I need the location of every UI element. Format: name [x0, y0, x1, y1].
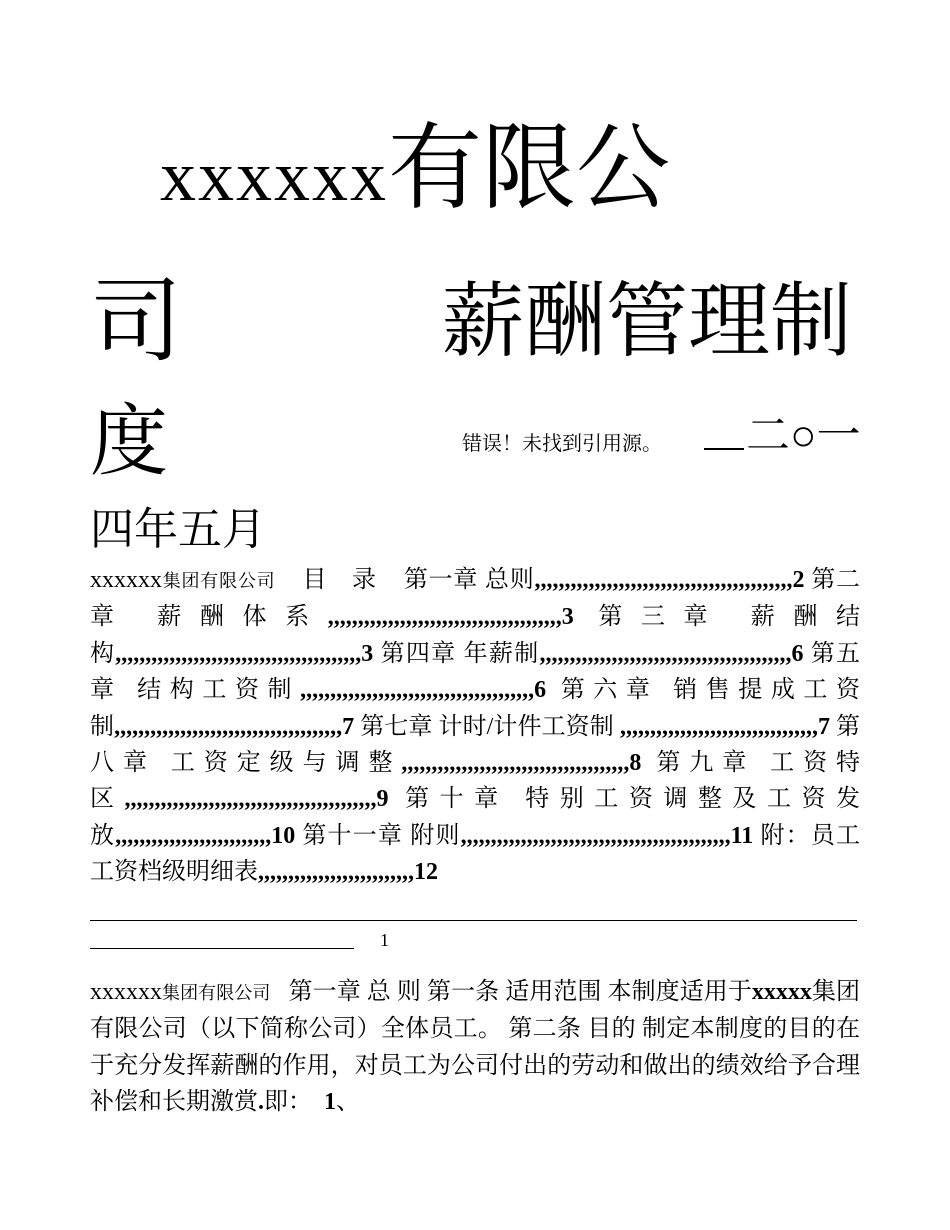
toc-entry[interactable]	[360, 714, 836, 740]
page-footer	[90, 930, 490, 954]
body-company-cn: 集团有限公司	[162, 983, 271, 1003]
title-line-3	[90, 392, 865, 492]
toc-entry-leader: ,,,,,,,,,,,,,,,,,,,,,,,,,,,,,,,,,,,,,,	[401, 750, 630, 777]
toc-entry-leader: ,,,,,,,,,,,,,,,,,,,,,,,,,,,,,,,,,,,,,,,,,,	[124, 786, 377, 813]
toc-entry-label: 第四章 年薪制	[380, 640, 540, 667]
toc-entry-page: 8	[629, 750, 642, 777]
toc-entry-leader: ,,,,,,,,,,,,,,,,,,,,,,,,,,,,,,,,,,,,,,,,,	[115, 640, 362, 667]
toc-entry-leader: ,,,,,,,,,,,,,,,,,,,,,,,,,,,,,,,,,	[619, 713, 818, 740]
toc-entry-label: 第九章 工资特区	[90, 750, 861, 813]
title-line-1	[90, 86, 865, 252]
toc-entry-leader: ,,,,,,,,,,,,,,,,,,,,,,,,,,,,,,,,,,,,,,	[114, 713, 343, 740]
title-date-1-text: 二○一	[746, 411, 861, 460]
title-date-2: 四年五月	[90, 505, 266, 554]
cover-title	[90, 86, 865, 560]
toc-entry[interactable]	[381, 641, 811, 667]
body-text-2: 集团有限公司（以下简称公司）全体员工。 第二条 目的 制定本制度的目的在于充分发挥薪酬的作用，对员工为公司付出的劳动和做出的绩效给予合理补偿和长期激赏	[90, 979, 861, 1116]
body-text-4: 、	[336, 1089, 360, 1116]
body-company-bold: xxxxx	[751, 979, 812, 1005]
toc-company-latin: xxxxxx	[90, 567, 162, 593]
toc-entry-leader: ,,,,,,,,,,,,,,,,,,,,,,,,,,,,,,,,,,,,,,,,,,	[539, 640, 792, 667]
toc-heading: 目 录	[302, 567, 377, 593]
page-number: 1	[380, 930, 389, 950]
date-underline	[704, 446, 744, 450]
toc-entry-page: 3	[361, 640, 374, 667]
toc-entry[interactable]	[302, 823, 760, 849]
title-subtitle-1: 薪酬管理制	[442, 276, 853, 367]
toc-entry-label: 第一章 总则	[403, 567, 535, 593]
toc-entry-page: 6	[791, 640, 804, 667]
body-text-1: 第一章 总 则 第一条 适用范围 本制度适用于	[288, 979, 752, 1005]
toc-entry-label: 第五章 结构工资制	[90, 640, 861, 704]
toc-entry-page: 6	[534, 677, 547, 704]
body-text-3: 即：	[264, 1089, 312, 1116]
body-text	[90, 974, 860, 1121]
table-of-contents	[90, 562, 860, 891]
toc-entry-page: 10	[271, 822, 296, 849]
page-divider	[90, 920, 857, 921]
toc-entry-leader: ,,,,,,,,,,,,,,,,,,,,,,,,,,,,,,,,,,,,,,,,,,,	[534, 567, 793, 593]
toc-entry-leader: ,,,,,,,,,,,,,,,,,,,,,,,,,,	[258, 859, 414, 886]
title-company-cn-1: 有限公	[388, 117, 671, 221]
toc-entry-page: 9	[376, 786, 389, 813]
toc-entry-label: 第十一章 附则	[302, 822, 461, 849]
body-company-latin: xxxxxx	[90, 979, 162, 1005]
toc-entries	[90, 567, 860, 885]
toc-entry-leader: ,,,,,,,,,,,,,,,,,,,,,,,,,,	[115, 822, 272, 849]
toc-entry-page: 11	[730, 822, 754, 849]
toc-entry-page: 7	[817, 713, 830, 740]
toc-entry-page: 12	[414, 859, 438, 886]
toc-entry-leader: ,,,,,,,,,,,,,,,,,,,,,,,,,,,,,,,,,,,,,,,,,,,,,	[460, 822, 731, 849]
toc-entry-page: 3	[561, 604, 574, 631]
toc-entry-page: 2	[792, 567, 805, 593]
title-company-cn-2: 司	[90, 271, 183, 373]
reference-error-text: 错误！未找到引用源。	[462, 433, 662, 455]
toc-entry-leader: ,,,,,,,,,,,,,,,,,,,,,,,,,,,,,,,,,,,,,,,	[327, 604, 562, 631]
title-date-1	[704, 386, 861, 486]
toc-entry-page: 7	[342, 713, 355, 740]
toc-entry-label: 第八章 工资定级与调整	[90, 713, 861, 777]
title-line-2	[90, 252, 865, 392]
title-subtitle-2: 度	[90, 398, 169, 485]
title-company-latin: xxxxxx	[160, 136, 388, 216]
toc-entry-label: 第十章 特别工资调整及工资发放	[90, 786, 861, 849]
toc-entry-label: 附：员工工资档级明细表	[90, 822, 861, 886]
toc-company-cn: 集团有限公司	[162, 571, 276, 591]
toc-entry-leader: ,,,,,,,,,,,,,,,,,,,,,,,,,,,,,,,,,,,,,,,	[300, 677, 535, 704]
toc-entry-label: 第七章 计时/计件工资制	[360, 713, 620, 740]
toc-entry-label: 第六章 销售提成工资制	[90, 677, 861, 740]
footer-rule	[90, 948, 354, 949]
body-item-number: 1	[324, 1089, 336, 1116]
body-dot: .	[258, 1089, 264, 1116]
toc-entry-label: 第二章 薪酬体系	[90, 567, 861, 631]
toc-entry[interactable]	[404, 567, 811, 593]
toc-entry-label: 第三章 薪酬结构	[90, 604, 861, 667]
